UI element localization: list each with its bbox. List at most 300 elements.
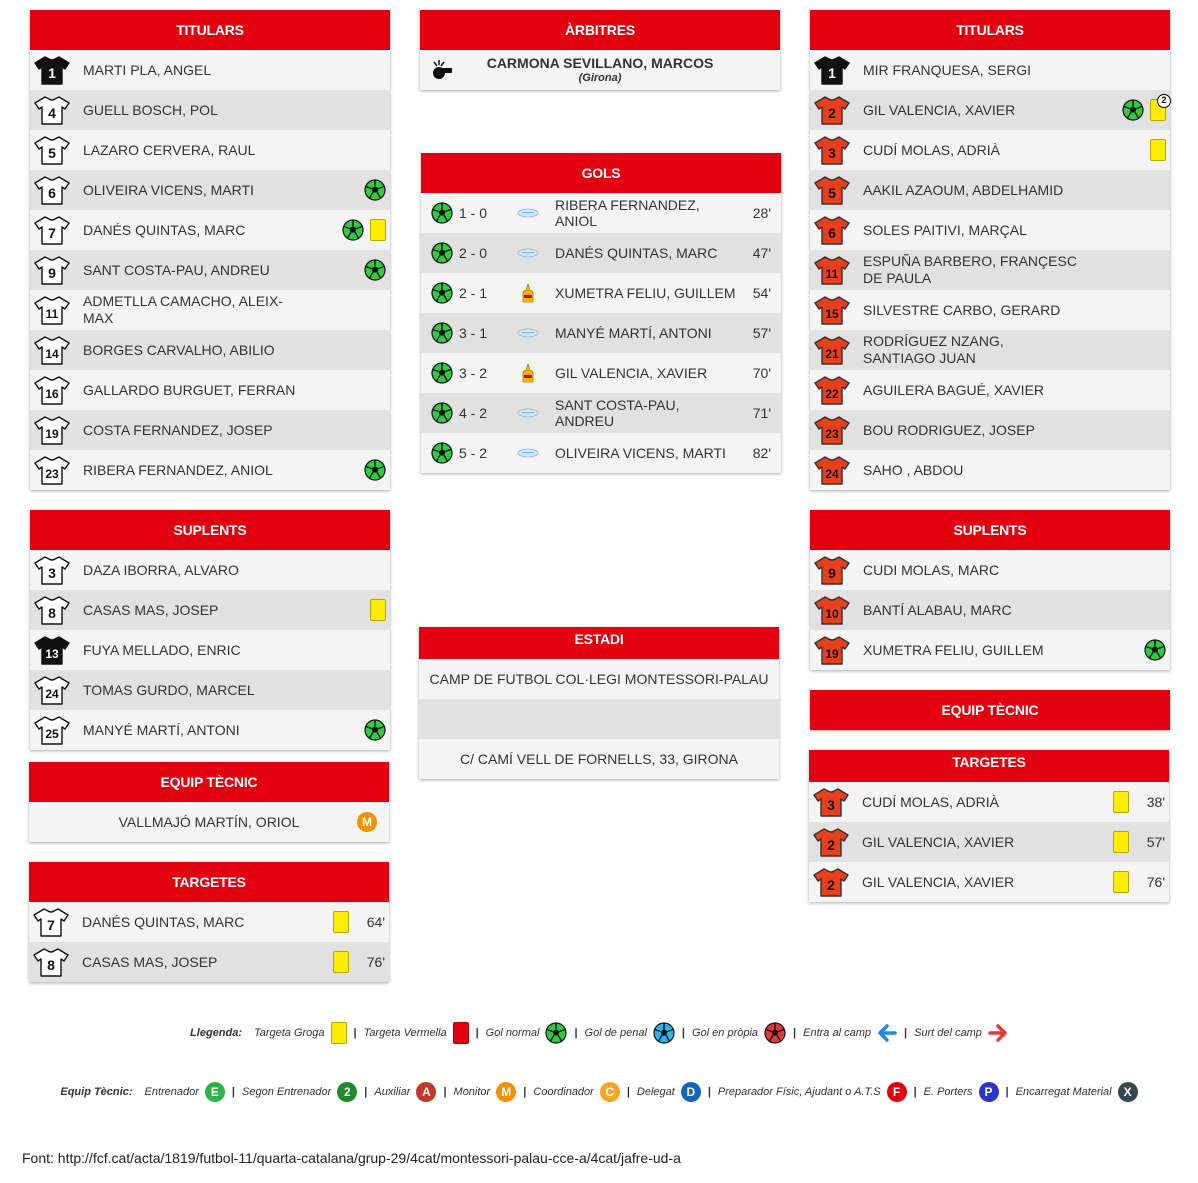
home-titulars-title: TITULARS [30,10,390,50]
home-cards-panel [29,862,389,982]
shirt-number: 24 [45,687,59,701]
shirt-icon [814,455,850,485]
home-cards-title: TARGETES [29,862,389,902]
goal-ball-icon [364,179,386,201]
player-row[interactable] [30,330,390,370]
shirt-icon [813,867,849,897]
home-titulars-list [30,50,390,490]
player-name: CASAS MAS, JOSEP [82,953,218,970]
staff-legend-item [144,1082,224,1102]
player-event-icons [342,210,386,250]
away-staff-title: EQUIP TÈCNIC [810,690,1170,730]
goal-score: 2 - 0 [459,245,488,261]
goals-list [421,193,781,473]
shirt-number: 6 [828,225,836,241]
player-name: GIL VALENCIA, XAVIER [862,873,1015,890]
legend-item [364,1022,469,1044]
yellow-card-icon [370,219,386,241]
away-suplents-panel [810,510,1170,670]
staff-legend-label: Auxiliar [374,1086,411,1098]
shirt-number: 7 [47,917,55,933]
shirt-icon [814,595,850,625]
staff-legend-label: Monitor [453,1086,491,1098]
legend-item [803,1024,897,1042]
player-name: OLIVEIRA VICENS, MARTI [83,181,254,198]
shirt-icon [814,555,850,585]
player-row[interactable] [810,170,1170,210]
shirt-number: 11 [825,267,839,281]
staff-legend-label: Entrenador [144,1086,199,1098]
shirt-icon [814,255,850,285]
legend-separator: | [913,1086,917,1098]
card-row[interactable] [809,782,1169,822]
leave-field-arrow-icon [988,1024,1008,1042]
shirt-icon [34,175,70,205]
goal-row[interactable] [421,433,781,473]
shirt-icon [34,415,70,445]
away-team-crest-icon [517,362,539,384]
player-row[interactable] [810,410,1170,450]
yellow-card-icon [333,951,349,973]
player-name: GALLARDO BURGUET, FERRAN [83,381,296,398]
player-row[interactable] [810,250,1170,290]
goal-row[interactable] [421,353,781,393]
staff-legend-label: Encarregat Material [1015,1086,1112,1098]
shirt-icon [814,55,850,85]
legend-item [486,1022,568,1044]
shirt-icon [34,675,70,705]
player-event-icons [364,710,386,750]
shirt-number: 25 [45,727,59,741]
legend-separator: | [523,1086,527,1098]
player-event-icons [1122,90,1166,130]
shirt-icon [34,715,70,745]
shirt-number: 19 [825,647,839,661]
goal-ball-icon [431,442,453,464]
home-team-crest-icon [517,322,539,344]
shirt-number: 8 [48,605,56,621]
goal-score: 4 - 2 [459,405,488,421]
player-name: SILVESTRE CARBO, GERARD [863,301,1061,318]
player-row[interactable] [810,50,1170,90]
legend-item [585,1022,675,1044]
card-minute: 64' [366,914,385,930]
goal-row[interactable] [421,233,781,273]
shirt-number: 23 [825,427,839,441]
player-row[interactable] [810,90,1170,130]
goal-score: 3 - 1 [459,325,488,341]
monitor-role-icon: M [357,812,377,832]
goal-score: 2 - 1 [459,285,488,301]
home-staff-title: EQUIP TÈCNIC [29,762,389,802]
legend-separator: | [574,1027,578,1039]
goal-scorer: XUMETRA FELIU, GUILLEM [555,285,736,301]
card-minute: 38' [1146,794,1165,810]
goal-minute: 82' [752,445,771,461]
shirt-number: 15 [825,307,839,321]
player-row[interactable] [810,370,1170,410]
staff-role-icon: P [979,1082,999,1102]
player-name: GUELL BOSCH, POL [83,101,218,118]
shirt-icon [813,787,849,817]
goals-panel [421,153,781,473]
shirt-number: 16 [45,387,59,401]
card-event [333,942,385,982]
legend [0,1022,1198,1044]
staff-legend [0,1082,1198,1102]
player-row[interactable] [810,130,1170,170]
shirt-number: 3 [828,145,836,161]
player-row[interactable] [810,330,1170,370]
whistle-icon [430,58,454,82]
goal-ball-icon [1144,639,1166,661]
player-name: DANÉS QUINTAS, MARC [83,221,246,238]
shirt-icon [34,635,70,665]
player-name: AAKIL AZAOUM, ABDELHAMID [863,181,1064,198]
legend-item-label: Surt del camp [914,1027,982,1039]
away-staff-panel [810,690,1170,730]
goal-row[interactable] [421,273,781,313]
goal-scorer: SANT COSTA-PAU, ANDREU [555,397,680,429]
goal-ball-icon [364,719,386,741]
yellow-card-icon [1113,791,1129,813]
goal-row[interactable] [421,313,781,353]
card-row[interactable] [29,902,389,942]
yellow-card-icon [331,1022,347,1044]
goal-score: 5 - 2 [459,445,488,461]
staff-role-icon: M [496,1082,516,1102]
goals-title: GOLS [421,153,781,193]
shirt-number: 21 [825,347,839,361]
player-name: BANTÍ ALABAU, MARC [863,601,1012,618]
stadium-panel [419,627,779,779]
away-team-crest-icon [517,282,539,304]
legend-item [914,1024,1008,1042]
shirt-number: 3 [827,797,835,813]
shirt-icon [814,375,850,405]
goal-scorer: DANÉS QUINTAS, MARC [555,245,718,261]
stadium-blank-row [419,699,779,739]
home-team-crest-icon [517,202,539,224]
player-name: GIL VALENCIA, XAVIER [863,101,1016,118]
player-name: MIR FRANQUESA, SERGI [863,61,1032,78]
card-minute: 76' [366,954,385,970]
staff-role-icon: E [205,1082,225,1102]
home-staff-panel [29,762,389,842]
shirt-number: 2 [827,877,835,893]
staff-role-icon: D [681,1082,701,1102]
card-count-badge: 2 [1157,94,1171,108]
goal-minute: 28' [752,205,771,221]
player-name: AGUILERA BAGUÉ, XAVIER [863,381,1045,398]
player-name: COSTA FERNANDEZ, JOSEP [83,421,273,438]
player-row[interactable] [30,170,390,210]
away-suplents-title: SUPLENTS [810,510,1170,550]
legend-separator: | [353,1027,357,1039]
legend-separator: | [475,1027,479,1039]
shirt-number: 2 [827,837,835,853]
staff-role-icon: C [600,1082,620,1102]
player-name: CUDÍ MOLAS, ADRIÀ [863,141,1000,158]
card-row[interactable] [809,862,1169,902]
goal-ball-icon [431,322,453,344]
goal-minute: 47' [752,245,771,261]
shirt-number: 1 [48,65,56,81]
shirt-icon [814,215,850,245]
shirt-number: 19 [45,427,59,441]
yellow-card-icon [1113,871,1129,893]
away-cards-panel [809,750,1169,902]
shirt-number: 4 [48,105,56,121]
shirt-number: 1 [828,65,836,81]
player-name: TOMAS GURDO, MARCEL [83,681,255,698]
away-titulars-title: TITULARS [810,10,1170,50]
player-row[interactable] [810,450,1170,490]
goal-ball-icon [1122,99,1144,121]
player-row[interactable] [30,550,390,590]
goal-ball-icon [545,1022,567,1044]
staff-legend-label: Coordinador [533,1086,594,1098]
card-event [1113,822,1165,862]
player-name: SOLES PAITIVI, MARÇAL [863,221,1027,238]
yellow-card-icon [1113,831,1129,853]
staff-role-icon: A [416,1082,436,1102]
player-row[interactable] [30,210,390,250]
penalty-goal-icon [653,1022,675,1044]
goal-scorer: RIBERA FERNANDEZ, ANIOL [555,197,700,229]
player-row[interactable] [30,590,390,630]
card-row[interactable] [29,942,389,982]
card-event [1113,782,1165,822]
yellow-card-icon [1150,139,1166,161]
stadium-name-row [419,659,779,699]
player-name: DANÉS QUINTAS, MARC [82,913,245,930]
player-event-icons [364,170,386,210]
goal-ball-icon [364,259,386,281]
staff-name: VALLMAJÓ MARTÍN, ORIOL [118,814,300,830]
staff-role-icon: X [1118,1082,1138,1102]
player-event-icons [364,250,386,290]
player-event-icons [364,450,386,490]
staff-legend-item [924,1082,999,1102]
player-row[interactable] [810,590,1170,630]
shirt-number: 5 [828,185,836,201]
player-name: SAHO , ABDOU [863,461,964,478]
goal-ball-icon [431,402,453,424]
goal-minute: 57' [752,325,771,341]
player-row[interactable] [810,550,1170,590]
legend-item-label: Gol normal [485,1027,540,1039]
player-row[interactable] [810,630,1170,670]
shirt-icon [33,907,69,937]
player-name: MARTI PLA, ANGEL [83,61,212,78]
shirt-icon [34,95,70,125]
player-row[interactable] [30,710,390,750]
away-suplents-list [810,550,1170,670]
legend-separator: | [231,1086,235,1098]
goal-minute: 71' [752,405,771,421]
shirt-icon [814,135,850,165]
shirt-icon [33,947,69,977]
legend-item-label: Gol de penal [584,1027,647,1039]
away-titulars-list [810,50,1170,490]
home-cards-list [29,902,389,982]
shirt-icon [34,215,70,245]
referees-title: ÀRBITRES [420,10,780,50]
source-link[interactable]: Font: http://fcf.cat/acta/1819/futbol-11/quarta-catalana/grup-29/4cat/montessori-palau-cce-a/4cat/jafre-ud-a [22,1150,681,1166]
goal-row[interactable] [421,393,781,433]
player-name: ESPUÑA BARBERO, FRANÇESC DE PAULA [863,253,1077,286]
goal-ball-icon [431,242,453,264]
stadium-name: CAMP DE FUTBOL COL·LEGI MONTESSORI-PALAU [429,671,769,687]
player-row[interactable] [30,670,390,710]
shirt-icon [34,255,70,285]
staff-legend-item [374,1082,436,1102]
goal-score: 3 - 2 [459,365,488,381]
away-cards-list [809,782,1169,902]
shirt-icon [814,335,850,365]
player-name: CUDI MOLAS, MARC [863,561,1000,578]
player-name: RODRÍGUEZ NZANG, SANTIAGO JUAN [863,333,1004,366]
player-event-icons [1150,130,1166,170]
home-titulars-panel [30,10,390,490]
player-name: MANYÉ MARTÍ, ANTONI [83,721,240,738]
player-row[interactable] [30,290,390,330]
shirt-number: 9 [48,265,56,281]
player-row[interactable] [30,450,390,490]
referee-name: CARMONA SEVILLANO, MARCOS [486,55,714,71]
staff-legend-label: Segon Entrenador [242,1086,332,1098]
player-row[interactable] [810,210,1170,250]
staff-legend-label: Equip Tècnic: [60,1086,133,1098]
player-name: CUDÍ MOLAS, ADRIÀ [862,793,999,810]
player-name: BOU RODRIGUEZ, JOSEP [863,421,1035,438]
staff-legend-label: Preparador Físic, Ajudant o A.T.S [717,1086,881,1098]
legend-item-label: Entra al camp [803,1027,871,1039]
legend-label: Llegenda: [190,1027,242,1039]
away-titulars-panel [810,10,1170,490]
yellow-card-icon [1150,95,1167,121]
home-suplents-panel [30,510,390,750]
goal-minute: 54' [752,285,771,301]
goal-ball-icon [431,282,453,304]
home-suplents-title: SUPLENTS [30,510,390,550]
player-name: ADMETLLA CAMACHO, ALEIX-MAX [83,293,283,326]
referees-panel [420,10,780,90]
shirt-number: 11 [45,307,59,321]
shirt-number: 2 [828,105,836,121]
legend-item-label: Targeta Groga [254,1027,325,1039]
own-goal-icon [764,1022,786,1044]
legend-separator: | [443,1086,447,1098]
home-staff-row[interactable] [29,802,389,842]
shirt-number: 6 [48,185,56,201]
shirt-number: 5 [48,145,56,161]
player-name: FUYA MELLADO, ENRIC [83,641,241,658]
shirt-icon [814,635,850,665]
legend-separator: | [793,1027,797,1039]
shirt-icon [814,415,850,445]
referee-row[interactable] [420,50,780,90]
staff-legend-item [718,1082,907,1102]
player-row[interactable] [30,630,390,670]
shirt-icon [34,335,70,365]
shirt-number: 24 [825,467,839,481]
shirt-icon [813,827,849,857]
player-row[interactable] [30,50,390,90]
yellow-card-icon [370,599,386,621]
shirt-icon [34,595,70,625]
player-name: XUMETRA FELIU, GUILLEM [863,641,1044,658]
shirt-number: 23 [45,467,59,481]
legend-separator: | [903,1027,908,1039]
shirt-number: 7 [48,225,56,241]
yellow-card-icon [333,911,349,933]
shirt-icon [814,295,850,325]
home-team-crest-icon [517,442,539,464]
home-team-crest-icon [517,402,539,424]
red-card-icon [453,1022,469,1044]
shirt-number: 3 [48,565,56,581]
card-event [1113,862,1165,902]
player-event-icons [1144,630,1166,670]
player-row[interactable] [810,290,1170,330]
staff-legend-label: E. Porters [923,1086,973,1098]
staff-legend-label: Delegat [636,1086,675,1098]
player-name: SANT COSTA-PAU, ANDREU [83,261,270,278]
legend-separator: | [364,1086,368,1098]
goal-scorer: OLIVEIRA VICENS, MARTI [555,445,726,461]
legend-separator: | [707,1086,711,1098]
goal-ball-icon [431,362,453,384]
referee-city: (Girona) [578,72,622,84]
player-row[interactable] [30,130,390,170]
legend-item [254,1022,347,1044]
shirt-icon [34,295,70,325]
card-row[interactable] [809,822,1169,862]
player-name: DAZA IBORRA, ALVARO [83,561,239,578]
shirt-number: 22 [825,387,839,401]
shirt-icon [34,375,70,405]
goal-row[interactable] [421,193,781,233]
player-row[interactable] [30,410,390,450]
shirt-number: 13 [45,647,59,661]
shirt-number: 8 [47,957,55,973]
goal-minute: 70' [752,365,771,381]
staff-legend-item [637,1082,701,1102]
player-name: GIL VALENCIA, XAVIER [862,833,1015,850]
player-row[interactable] [30,370,390,410]
legend-separator: | [1005,1086,1009,1098]
stadium-title: ESTADI [419,627,779,659]
player-row[interactable] [30,250,390,290]
card-minute: 57' [1146,834,1165,850]
card-event [333,902,385,942]
player-row[interactable] [30,90,390,130]
player-event-icons [370,590,386,630]
stadium-address-row [419,739,779,779]
shirt-icon [34,455,70,485]
staff-legend-item [1016,1082,1138,1102]
home-team-crest-icon [517,242,539,264]
goal-ball-icon [431,202,453,224]
shirt-icon [34,135,70,165]
shirt-number: 14 [45,347,59,361]
staff-role-icon: 2 [337,1082,357,1102]
shirt-icon [34,55,70,85]
legend-item-label: Targeta Vermella [363,1027,447,1039]
player-name: RIBERA FERNANDEZ, ANIOL [83,461,273,478]
